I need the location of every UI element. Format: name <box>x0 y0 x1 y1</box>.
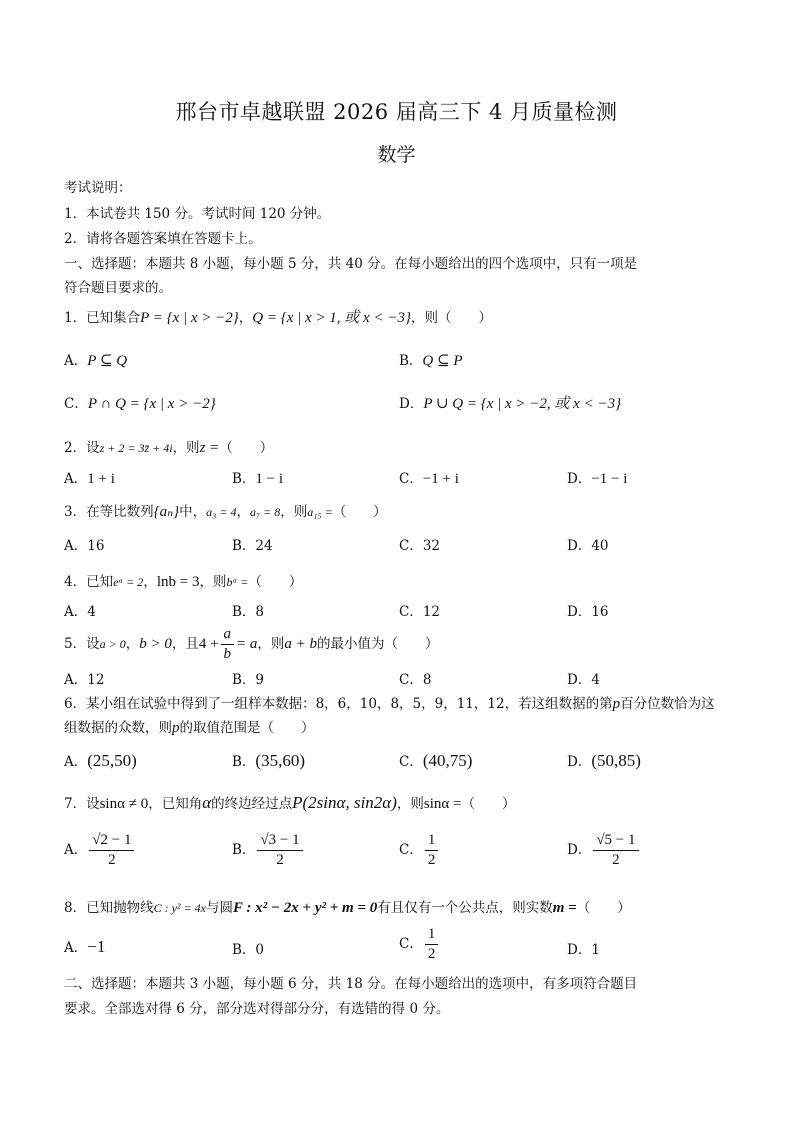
q5-frac-num: a <box>221 626 235 645</box>
q3-prefix: 3．在等比数列 <box>64 504 154 520</box>
q1-sep: ， <box>238 310 253 326</box>
option-label: B． <box>399 353 423 369</box>
q1-set-p: P = {x | x > −2} <box>140 310 239 326</box>
option-label: A． <box>64 754 88 770</box>
q5-option-a: A．12 <box>64 672 105 688</box>
fraction-numerator: √5 − 1 <box>593 832 638 851</box>
q6-option-b <box>232 750 305 771</box>
question-3-stem <box>64 500 387 521</box>
question-6-line1 <box>64 692 715 713</box>
q6-option-d <box>567 750 641 771</box>
q3-sequence: {aₙ} <box>153 504 180 520</box>
q2-equation: z + 2 = 3z̄ + 4i <box>99 441 173 455</box>
q4-expr: bᵃ = <box>226 575 249 589</box>
q8-option-a <box>64 936 105 957</box>
option-label: D． <box>567 754 592 770</box>
fraction-denominator: 2 <box>427 852 436 868</box>
q7-alpha: α <box>202 793 212 812</box>
section2-intro-line1: 二、选择题：本题共 3 小题，每小题 6 分，共 18 分。在每小题给出的选项中，有多项符合题目 <box>64 976 638 992</box>
fraction-denominator: 2 <box>276 852 284 868</box>
q7-expr: sinα = <box>423 796 462 812</box>
q4-comma: ， <box>143 574 157 590</box>
fraction-denominator: 2 <box>612 852 620 868</box>
q1-set-q: Q = {x | x > 1, 或 x < −3} <box>252 310 411 326</box>
option-math: (50,85) <box>591 751 641 770</box>
question-1-stem <box>64 306 492 327</box>
option-math: −1 − i <box>591 471 628 487</box>
option-label: A． <box>64 353 88 369</box>
q2-option-c <box>399 467 459 488</box>
option-fraction <box>425 832 439 869</box>
option-label: C． <box>399 754 423 770</box>
q7-prefix: 7．设 <box>64 796 100 812</box>
q8-parabola: C : y² = 4x <box>153 901 206 915</box>
option-label: D． <box>399 396 424 412</box>
instructions-heading: 考试说明： <box>64 180 132 196</box>
q6-option-a <box>64 750 137 771</box>
q2-option-d <box>567 467 627 488</box>
option-label: A． <box>64 471 88 487</box>
section2-intro-line2: 要求。全部选对得 6 分，部分选对得部分分，有选错的得 0 分。 <box>64 1001 450 1017</box>
fraction-denominator: 2 <box>427 946 436 962</box>
option-math: (40,75) <box>422 751 473 770</box>
option-label: B． <box>232 471 256 487</box>
fraction-numerator: √3 − 1 <box>257 832 302 851</box>
q5-frac-den: b <box>223 646 232 662</box>
q1-prefix: 1．已知集合 <box>64 310 141 326</box>
option-math: Q ⊆ P <box>422 353 463 369</box>
q7-option-a <box>64 832 136 869</box>
q3-option-c: C．32 <box>399 538 441 554</box>
q5-option-c: C．8 <box>399 672 432 688</box>
fraction-numerator: 1 <box>425 832 439 851</box>
q3-mid2: ，则 <box>280 504 308 520</box>
q7-option-c <box>399 832 440 869</box>
q6-line1-end: 百分位数恰为这 <box>620 696 715 712</box>
fraction-numerator: √2 − 1 <box>89 832 134 851</box>
q8-suffix: （ ） <box>576 900 631 916</box>
fraction-numerator: 1 <box>425 926 439 945</box>
q6-p1: p <box>612 696 621 712</box>
q7-option-b <box>232 832 305 869</box>
option-math: −1 + i <box>422 471 459 487</box>
instruction-item-2: 2．请将各题答案填在答题卡上。 <box>64 231 262 247</box>
option-fraction <box>593 832 638 869</box>
fraction-denominator: 2 <box>108 852 116 868</box>
option-label: B． <box>232 754 256 770</box>
q5-prefix: 5．设 <box>64 636 100 652</box>
option-math: P ∩ Q = {x | x > −2} <box>87 396 216 412</box>
q7-suffix: （ ） <box>461 796 516 812</box>
option-label: C． <box>64 396 88 412</box>
q1-option-c <box>64 392 216 413</box>
option-math: P ∪ Q = {x | x > −2, 或 x < −3} <box>423 396 622 412</box>
q2-option-b <box>232 467 283 488</box>
option-math: 1 − i <box>255 471 284 487</box>
q1-option-a <box>64 349 127 370</box>
q7-mid2: 的终边经过点 <box>211 796 293 812</box>
option-fraction <box>89 832 134 869</box>
q3-suffix: （ ） <box>332 504 387 520</box>
q3-a7: a₇ = 8 <box>249 505 281 519</box>
option-label: A． <box>64 842 88 858</box>
option-fraction <box>257 832 302 869</box>
q5-fraction <box>221 626 235 663</box>
q5-comma: ， <box>125 636 140 652</box>
question-5-stem <box>64 622 439 666</box>
q4-mid: ，则 <box>199 574 227 590</box>
q5-expr: a + b <box>284 636 318 652</box>
option-label: B． <box>232 842 256 858</box>
q5-option-d: D．4 <box>567 672 600 688</box>
q5-option-b: B．9 <box>232 672 265 688</box>
q3-option-a: A．16 <box>64 538 105 554</box>
q3-mid1: 中， <box>179 504 207 520</box>
q5-cond1: a > 0 <box>99 637 126 651</box>
q8-option-d: D．1 <box>567 942 600 958</box>
question-4-stem <box>64 570 302 591</box>
q7-point: P(2sinα, sin2α) <box>292 793 397 812</box>
q2-mid: ，则 <box>172 440 200 456</box>
q4-option-a: A．4 <box>64 604 96 620</box>
option-math: P ⊆ Q <box>87 353 128 369</box>
q8-option-c <box>399 926 440 963</box>
q7-cond: sinα ≠ 0 <box>99 796 149 812</box>
option-math: (25,50) <box>87 751 137 770</box>
option-label: D． <box>567 842 592 858</box>
q7-mid3: ，则 <box>396 796 424 812</box>
q1-option-d <box>399 392 621 413</box>
question-8-stem <box>64 896 631 917</box>
q4-cond1: eᵃ = 2 <box>113 575 144 589</box>
q6-line2-end: 的取值范围是（ ） <box>179 720 315 736</box>
q6-line2-start: 组数据的众数，则 <box>64 720 172 736</box>
exam-title: 邢台市卓越联盟 2026 届高三下 4 月质量检测 <box>175 100 618 124</box>
q5-rhs: = a <box>236 636 258 652</box>
q8-prefix: 8．已知抛物线 <box>64 900 154 916</box>
exam-subject: 数学 <box>377 144 416 166</box>
q1-suffix: ，则（ ） <box>410 310 492 326</box>
q6-line1-text: 6．某小组在试验中得到了一组样本数据：8，6，10，8，5，9，11，12，若这组数据的第 <box>64 696 613 712</box>
q5-lhs: 4 + <box>198 636 219 652</box>
option-label: A． <box>64 940 88 956</box>
q3-a15: a₁₅ = <box>307 505 333 519</box>
q1-option-b <box>399 349 463 370</box>
option-label: C． <box>399 471 423 487</box>
q8-mid2: 有且仅有一个公共点，则实数 <box>377 900 553 916</box>
q2-suffix: （ ） <box>219 440 274 456</box>
question-7-stem <box>64 792 515 813</box>
q4-cond2: lnb = 3 <box>156 574 200 590</box>
option-label: C． <box>399 936 423 952</box>
q6-option-c <box>399 750 472 771</box>
option-fraction <box>425 926 439 963</box>
option-label: D． <box>567 471 592 487</box>
question-6-line2 <box>64 716 315 737</box>
q2-option-a <box>64 467 115 488</box>
option-math: 1 + i <box>87 471 115 487</box>
q8-option-b: B．0 <box>232 942 265 958</box>
q6-p2: p <box>172 720 180 736</box>
option-math: −1 <box>87 937 106 956</box>
q5-mid1: ，且 <box>171 636 199 652</box>
q7-option-d <box>567 832 641 869</box>
q3-a3: a₃ = 4 <box>206 505 237 519</box>
q4-prefix: 4．已知 <box>64 574 114 590</box>
section1-intro-line1: 一、选择题：本题共 8 小题，每小题 5 分，共 40 分。在每小题给出的四个选项中，只有一项是 <box>64 256 638 272</box>
q4-option-c: C．12 <box>399 604 441 620</box>
q5-suffix: 的最小值为（ ） <box>317 636 439 652</box>
q3-option-b: B．24 <box>232 538 273 554</box>
q3-comma: ， <box>236 504 250 520</box>
q7-mid1: ，已知角 <box>148 796 203 812</box>
q2-prefix: 2．设 <box>64 440 100 456</box>
question-2-stem <box>64 436 273 457</box>
q5-cond2: b > 0 <box>139 636 172 652</box>
instruction-item-1: 1．本试卷共 150 分。考试时间 120 分钟。 <box>64 206 331 222</box>
option-math: (35,60) <box>255 751 305 770</box>
section1-intro-line2: 符合题目要求的。 <box>64 280 172 296</box>
q4-suffix: （ ） <box>248 574 303 590</box>
q4-option-b: B．8 <box>232 604 265 620</box>
q8-m: m = <box>552 900 577 916</box>
option-label: C． <box>399 842 423 858</box>
q5-mid2: ，则 <box>257 636 285 652</box>
q8-circle: F : x² − 2x + y² + m = 0 <box>232 900 378 916</box>
q2-z: z = <box>199 440 220 456</box>
q8-mid1: 与圆 <box>205 900 233 916</box>
q3-option-d: D．40 <box>567 538 609 554</box>
q4-option-d: D．16 <box>567 604 609 620</box>
